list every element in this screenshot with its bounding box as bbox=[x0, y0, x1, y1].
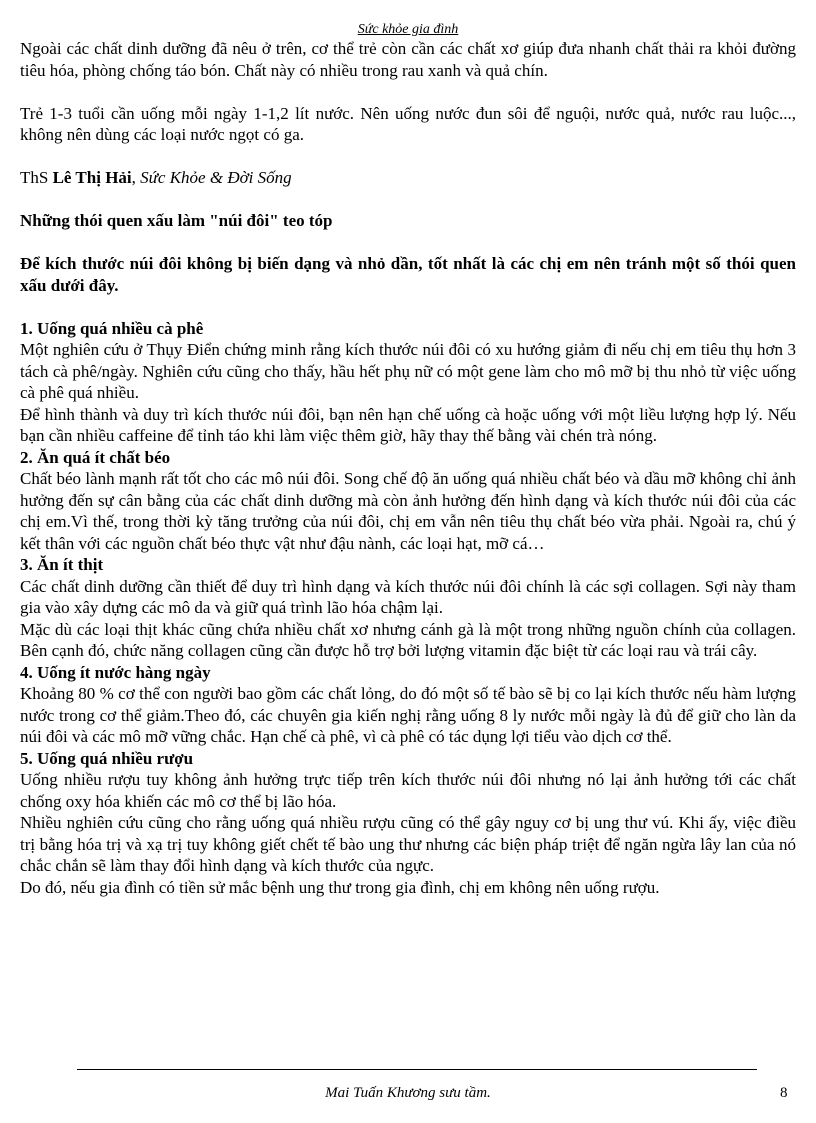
section-heading: 5. Uống quá nhiều rượu bbox=[20, 748, 194, 768]
section-paragraph: Nhiều nghiên cứu cũng cho rằng uống quá nhiều rượu cũng có thể gây nguy cơ bị ung thư vú. Khi ấy, việc điều trị bằng hóa trị và xạ trị tuy không giết chết tế bào ung thư nhưng các biện pháp triệt để ngăn ngừa lây lan của nó chắc chắn sẽ làm thay đổi hình dạng và kích thước của ngực. bbox=[20, 813, 796, 875]
section-2 bbox=[20, 447, 796, 555]
section-paragraph: Các chất dinh dưỡng cần thiết để duy trì hình dạng và kích thước núi đôi chính là các sợi collagen. Sợi này tham gia vào xây dựng các mô da và giữ quá trình lão hóa chậm lại. bbox=[20, 576, 796, 617]
author-name: Lê Thị Hải bbox=[52, 168, 132, 187]
page-number: 8 bbox=[780, 1085, 788, 1101]
section-3 bbox=[20, 554, 796, 662]
article-lead: Để kích thước núi đôi không bị biến dạng và nhỏ dần, tốt nhất là các chị em nên tránh một số thói quen xấu dưới đây. bbox=[20, 254, 796, 295]
author-prefix: ThS bbox=[20, 168, 53, 187]
footer-divider bbox=[77, 1069, 757, 1070]
article-title: Những thói quen xấu làm "núi đôi" teo tóp bbox=[20, 211, 333, 230]
section-paragraph: Mặc dù các loại thịt khác cũng chứa nhiều chất xơ nhưng cánh gà là một trong những nguồn chính của collagen. Bên cạnh đó, chức năng collagen cũng cần được hỗ trợ bởi lượng vitamin đặc biệt từ các loại rau và trái cây. bbox=[20, 619, 796, 660]
author-line bbox=[20, 167, 796, 189]
section-4 bbox=[20, 662, 796, 748]
section-paragraph: Để hình thành và duy trì kích thước núi đôi, bạn nên hạn chế uống cà hoặc uống với một liều lượng hợp lý. Nếu bạn cần nhiều caffeine để tỉnh táo khi làm việc thêm giờ, hãy thay thế bằng vài chén trà nóng. bbox=[20, 404, 796, 445]
section-paragraph: Do đó, nếu gia đình có tiền sử mắc bệnh ung thư trong gia đình, chị em không nên uống rượu. bbox=[20, 877, 660, 897]
intro-paragraph-2: Trẻ 1-3 tuổi cần uống mỗi ngày 1-1,2 lít nước. Nên uống nước đun sôi để nguội, nước quả, nước rau luộc..., không nên dùng các loại nước ngọt có ga. bbox=[20, 103, 796, 144]
section-5 bbox=[20, 748, 796, 899]
section-heading: 3. Ăn ít thịt bbox=[20, 555, 104, 574]
article-source: Sức Khỏe & Đời Sống bbox=[140, 168, 292, 187]
page-content bbox=[20, 38, 796, 898]
section-heading: 2. Ăn quá ít chất béo bbox=[20, 447, 171, 467]
section-paragraph: Chất béo lành mạnh rất tốt cho các mô núi đôi. Song chế độ ăn uống quá nhiều chất béo và dầu mỡ không chỉ ảnh hưởng đến sự cân bằng của các chất dinh dưỡng mà còn ảnh hưởng đến hình dạng và kích thước núi đôi của các chị em.Vì thế, trong thời kỳ tăng trưởng của núi đôi, chị em vẫn nên tiêu thụ chất béo vừa phải. Ngoài ra, chú ý kết thân với các nguồn chất béo thực vật như đậu nành, các loại hạt, mỡ cá… bbox=[20, 469, 796, 553]
author-separator: , bbox=[131, 168, 141, 187]
intro-paragraph-1: Ngoài các chất dinh dưỡng đã nêu ở trên, cơ thể trẻ còn cần các chất xơ giúp đưa nhanh chất thải ra khỏi đường tiêu hóa, phòng chống táo bón. Chất này có nhiều trong rau xanh và quả chín. bbox=[20, 39, 796, 80]
footer-credit: Mai Tuấn Khương sưu tầm. bbox=[325, 1085, 491, 1101]
section-paragraph: Uống nhiều rượu tuy không ảnh hưởng trực tiếp trên kích thước núi đôi nhưng nó lại ảnh hưởng tới các chất chống oxy hóa khiến các mô cơ thể bị lão hóa. bbox=[20, 770, 796, 811]
section-heading: 1. Uống quá nhiều cà phê bbox=[20, 318, 204, 338]
page-header: Sức khỏe gia đình bbox=[357, 22, 459, 37]
section-paragraph: Một nghiên cứu ở Thụy Điển chứng minh rằng kích thước núi đôi có xu hướng giảm đi nếu chị em tiêu thụ hơn 3 tách cà phê/ngày. Nghiên cứu cũng cho thấy, hầu hết phụ nữ có một gene làm cho mô mỡ bị thu nhỏ từ việc uống cà phê quá nhiều. bbox=[20, 340, 796, 402]
section-1 bbox=[20, 318, 796, 447]
section-paragraph: Khoảng 80 % cơ thể con người bao gồm các chất lỏng, do đó một số tế bào sẽ bị co lại kích thước nếu hàm lượng nước trong cơ thể giảm.Theo đó, các chuyên gia kiến nghị rằng uống 8 ly nước mỗi ngày là đủ để giữ cho làn da núi đôi và các mô mỡ vững chắc. Hạn chế cà phê, vì cà phê có tác dụng lợi tiểu vào dịch cơ thể. bbox=[20, 684, 796, 746]
section-heading: 4. Uống ít nước hàng ngày bbox=[20, 662, 211, 682]
